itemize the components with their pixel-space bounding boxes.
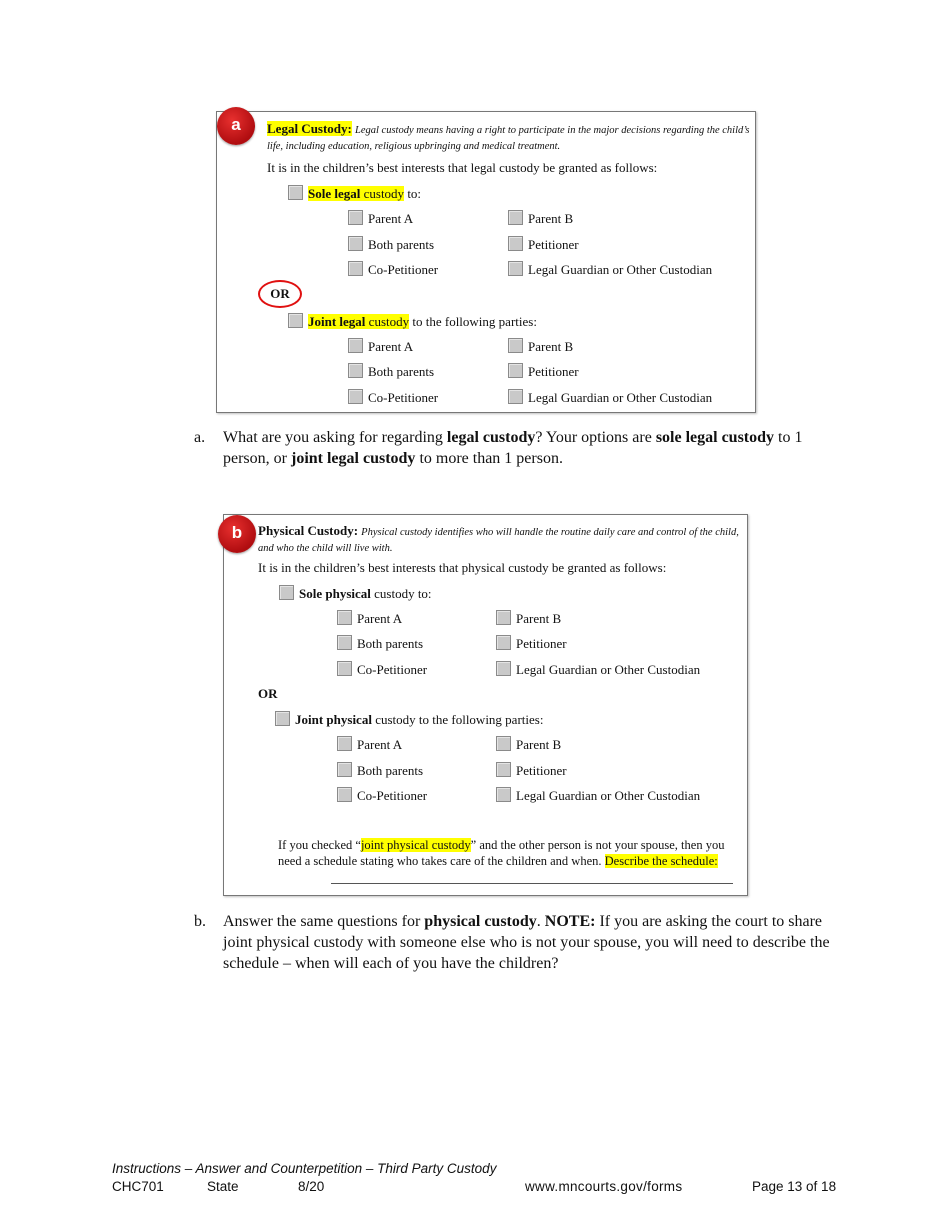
party-label: Both parents (357, 636, 424, 651)
party-label: Co-Petitioner (368, 262, 439, 277)
joint-physical-both-parents-checkbox[interactable] (337, 762, 352, 777)
note-b-text: . (536, 913, 545, 930)
note-a-bold: joint legal custody (290, 450, 416, 467)
joint-legal-parent-b-checkbox[interactable] (508, 338, 523, 353)
sole-legal-party-petitioner (508, 236, 579, 253)
sole-legal-parent-a-checkbox[interactable] (348, 210, 363, 225)
or-circled-label: OR (258, 280, 302, 308)
joint-legal-custody-option (288, 313, 537, 330)
party-label: Both parents (368, 364, 435, 379)
joint-physical-custody-option (275, 711, 543, 728)
sole-legal-party-parent-a (348, 210, 413, 227)
sole-physical-checkbox[interactable] (279, 585, 294, 600)
joint-legal-legal-guardian-checkbox[interactable] (508, 389, 523, 404)
party-label: Petitioner (516, 763, 567, 778)
sole-legal-party-co-petitioner (348, 261, 438, 278)
sole-physical-party-co-petitioner (337, 661, 427, 678)
party-label: Legal Guardian or Other Custodian (528, 262, 713, 277)
footer-date: 8/20 (298, 1179, 325, 1194)
sole-physical-parent-a-checkbox[interactable] (337, 610, 352, 625)
joint-legal-both-parents-checkbox[interactable] (348, 363, 363, 378)
party-label: Parent B (528, 211, 574, 226)
sole-legal-label-rest: custody (360, 186, 405, 201)
party-label: Co-Petitioner (357, 662, 428, 677)
footer-jurisdiction: State (207, 1179, 239, 1194)
section-b-badge: b (218, 515, 256, 553)
physical-custody-form-excerpt (223, 514, 748, 896)
sole-physical-parent-b-checkbox[interactable] (496, 610, 511, 625)
joint-legal-label-suffix: to the following parties: (409, 314, 537, 329)
note-b-text: If you are asking the court to share joint physical custody with someone else who is not your spouse, you will need to describe the schedule – when will each of you have the children? (223, 913, 830, 972)
joint-legal-co-petitioner-checkbox[interactable] (348, 389, 363, 404)
sole-physical-label-bold: Sole physical (299, 586, 371, 601)
joint-legal-checkbox[interactable] (288, 313, 303, 328)
or-label (258, 686, 278, 702)
joint-physical-co-petitioner-checkbox[interactable] (337, 787, 352, 802)
sole-legal-label-suffix: to: (404, 186, 422, 201)
party-label: Legal Guardian or Other Custodian (528, 390, 713, 405)
note-a (194, 427, 853, 469)
note-a-bold: legal custody (446, 429, 536, 446)
sole-legal-co-petitioner-checkbox[interactable] (348, 261, 363, 276)
sole-legal-petitioner-checkbox[interactable] (508, 236, 523, 251)
note-a-bold: sole legal custody (655, 429, 775, 446)
legal-custody-header (267, 121, 751, 154)
schedule-highlight: joint physical custody (360, 838, 471, 852)
sole-physical-both-parents-checkbox[interactable] (337, 635, 352, 650)
joint-physical-party-parent-a (337, 736, 402, 753)
sole-physical-custody-option (279, 585, 432, 602)
party-label: Legal Guardian or Other Custodian (516, 788, 701, 803)
note-a-label: a. (194, 429, 206, 446)
note-a-text: to 1 person, or (223, 429, 803, 467)
schedule-text: ” and the other person is not your spouse, then you need a schedule stating who takes care of the children and when. (278, 838, 725, 868)
sole-legal-party-legal-guardian (508, 261, 712, 278)
note-a-text: to more than 1 person. (415, 450, 563, 467)
note-a-text: What are you asking for regarding (223, 429, 447, 446)
sole-physical-party-parent-b (496, 610, 561, 627)
sole-legal-party-both-parents (348, 236, 434, 253)
sole-physical-party-parent-a (337, 610, 402, 627)
note-a-text: ? Your options are (535, 429, 656, 446)
joint-legal-party-legal-guardian (508, 389, 712, 406)
note-b-text: Answer the same questions for (223, 913, 425, 930)
note-b-bold: NOTE: (544, 913, 596, 930)
legal-custody-form-excerpt (216, 111, 756, 413)
sole-physical-label-suffix: custody to: (370, 586, 432, 601)
party-label: Parent B (528, 339, 574, 354)
joint-legal-parent-a-checkbox[interactable] (348, 338, 363, 353)
sole-legal-both-parents-checkbox[interactable] (348, 236, 363, 251)
joint-legal-party-both-parents (348, 363, 434, 380)
note-b (194, 911, 838, 974)
physical-custody-title: Physical Custody: (258, 523, 359, 538)
sole-physical-party-legal-guardian (496, 661, 700, 678)
sole-physical-legal-guardian-checkbox[interactable] (496, 661, 511, 676)
joint-physical-party-petitioner (496, 762, 567, 779)
physical-custody-intro: It is in the children’s best interests that physical custody be granted as follows: (258, 560, 667, 575)
joint-physical-party-legal-guardian (496, 787, 700, 804)
sole-legal-custody-option (288, 185, 421, 202)
party-label: Parent B (516, 611, 562, 626)
sole-legal-parent-b-checkbox[interactable] (508, 210, 523, 225)
party-label: Parent B (516, 737, 562, 752)
sole-legal-party-parent-b (508, 210, 573, 227)
sole-legal-checkbox[interactable] (288, 185, 303, 200)
party-label: Both parents (357, 763, 424, 778)
physical-custody-description: Physical custody identifies who will handle the routine daily care and control of the child, and who the child will live with. (258, 527, 739, 554)
physical-custody-header (258, 523, 742, 556)
joint-physical-legal-guardian-checkbox[interactable] (496, 787, 511, 802)
joint-physical-party-co-petitioner (337, 787, 427, 804)
sole-physical-party-both-parents (337, 635, 423, 652)
footer-page-number: Page 13 of 18 (752, 1179, 837, 1194)
joint-legal-party-co-petitioner (348, 389, 438, 406)
legal-custody-title: Legal Custody: (267, 121, 352, 136)
schedule-text: If you checked “ (278, 838, 361, 852)
party-label: Both parents (368, 237, 435, 252)
note-b-bold: physical custody (424, 913, 537, 930)
section-a-badge: a (217, 107, 255, 145)
joint-physical-party-both-parents (337, 762, 423, 779)
joint-legal-label-rest: custody (365, 314, 410, 329)
legal-custody-description: Legal custody means having a right to participate in the major decisions regarding the child’s life, including education, religious upbringing and medical treatment. (267, 125, 750, 152)
note-b-label: b. (194, 913, 206, 930)
joint-legal-label-bold: Joint legal (308, 314, 366, 329)
joint-legal-party-parent-a (348, 338, 413, 355)
sole-physical-party-petitioner (496, 635, 567, 652)
joint-physical-parent-b-checkbox[interactable] (496, 736, 511, 751)
joint-physical-parent-a-checkbox[interactable] (337, 736, 352, 751)
schedule-input-line[interactable] (331, 883, 733, 884)
joint-physical-petitioner-checkbox[interactable] (496, 762, 511, 777)
schedule-instructions (278, 837, 733, 869)
joint-physical-checkbox[interactable] (275, 711, 290, 726)
party-label: Legal Guardian or Other Custodian (516, 662, 701, 677)
joint-physical-label-bold: Joint physical (295, 712, 372, 727)
party-label: Petitioner (528, 364, 579, 379)
sole-physical-co-petitioner-checkbox[interactable] (337, 661, 352, 676)
describe-schedule-label: Describe the schedule: (604, 854, 718, 868)
party-label: Co-Petitioner (368, 390, 439, 405)
footer-title: Instructions – Answer and Counterpetition – Third Party Custody (112, 1161, 497, 1176)
joint-legal-petitioner-checkbox[interactable] (508, 363, 523, 378)
sole-physical-petitioner-checkbox[interactable] (496, 635, 511, 650)
joint-legal-party-petitioner (508, 363, 579, 380)
party-label: Parent A (357, 737, 403, 752)
party-label: Petitioner (516, 636, 567, 651)
party-label: Parent A (368, 211, 414, 226)
sole-legal-label-bold: Sole legal (308, 186, 361, 201)
footer-url: www.mncourts.gov/forms (525, 1179, 683, 1194)
party-label: Petitioner (528, 237, 579, 252)
party-label: Parent A (357, 611, 403, 626)
footer-form-code: CHC701 (112, 1179, 164, 1194)
party-label: Co-Petitioner (357, 788, 428, 803)
joint-physical-party-parent-b (496, 736, 561, 753)
joint-legal-party-parent-b (508, 338, 573, 355)
legal-custody-intro: It is in the children’s best interests that legal custody be granted as follows: (267, 160, 658, 175)
or-text: OR (258, 686, 278, 701)
party-label: Parent A (368, 339, 414, 354)
sole-legal-legal-guardian-checkbox[interactable] (508, 261, 523, 276)
joint-physical-label-suffix: custody to the following parties: (371, 712, 544, 727)
